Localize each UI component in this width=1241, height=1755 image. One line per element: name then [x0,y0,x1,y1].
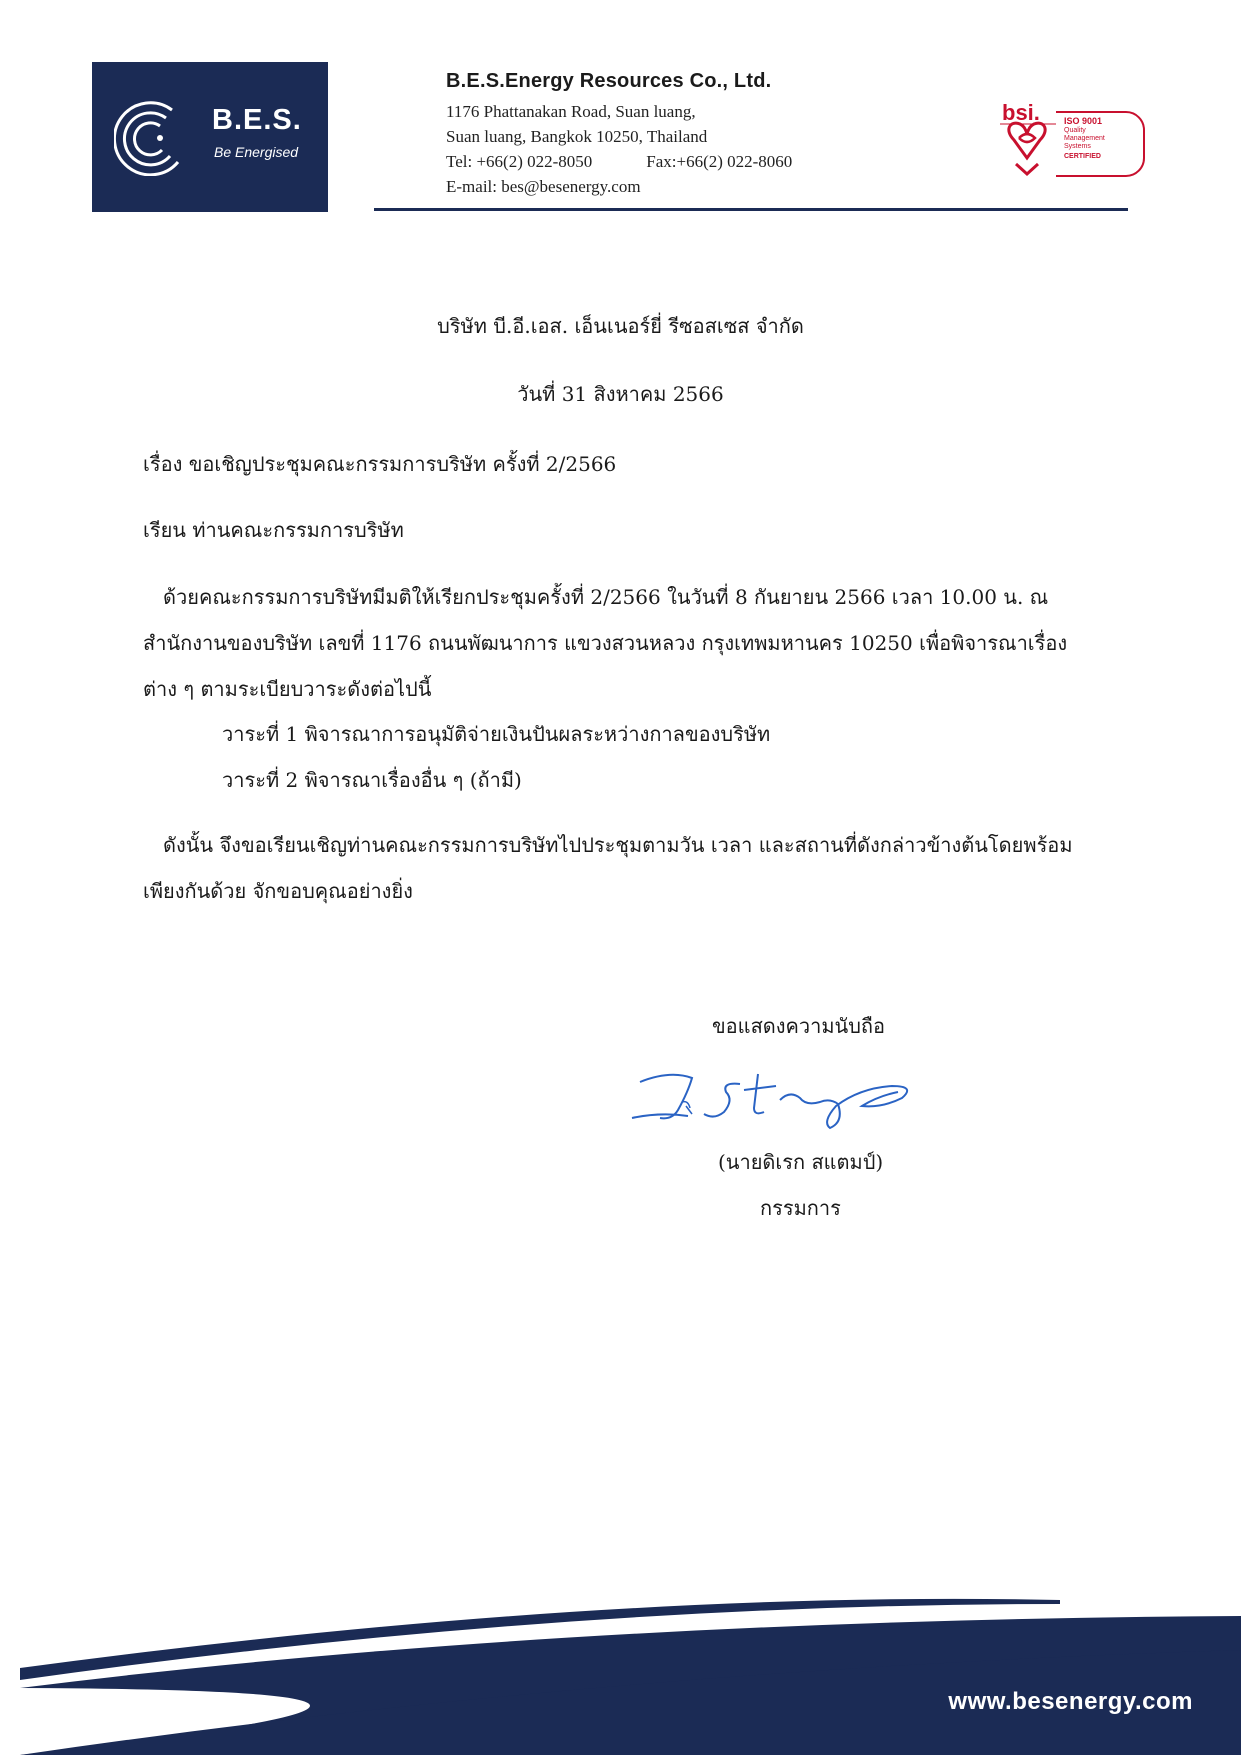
letter-subject: เรื่อง ขอเชิญประชุมคณะกรรมการบริษัท ครั้งที่ 2/2566 [143,452,617,476]
letter-closing: ขอแสดงความนับถือ [712,1014,886,1038]
company-info [446,70,906,199]
header-divider [374,208,1128,211]
iso-line-2: Management [1064,135,1105,142]
company-logo [92,62,328,212]
iso-standard: ISO 9001 [1064,116,1103,126]
handwritten-signature [630,1062,940,1138]
bsi-brand: bsi. [1002,100,1040,125]
letter-salutation: เรียน ท่านคณะกรรมการบริษัท [143,518,404,542]
iso-text [1064,116,1134,161]
fax: Fax:+66(2) 022-8060 [646,152,793,171]
iso-line-1: Quality [1064,127,1086,134]
iso-certification-badge [996,100,1146,188]
address-line-2: Suan luang, Bangkok 10250, Thailand [446,127,708,146]
agenda-item-1: วาระที่ 1 พิจารณาการอนุมัติจ่ายเงินปันผลระหว่างกาลของบริษัท [222,722,771,746]
company-thai-name: บริษัท บี.อี.เอส. เอ็นเนอร์ยี่ รีซอสเซส จำกัด [437,314,804,338]
signer-title: กรรมการ [760,1196,841,1220]
company-name: B.E.S.Energy Resources Co., Ltd. [446,70,772,92]
iso-status: CERTIFIED [1064,153,1101,160]
paragraph-2-text: ดังนั้น จึงขอเรียนเชิญท่านคณะกรรมการบริษัทไปประชุมตามวัน เวลา และสถานที่ดังกล่าวข้างต้นโดยพร้อมเพียงกันด้วย จักขอบคุณอย่างยิ่ง [143,833,1073,903]
signer-name: (นายดิเรก สแตมป์) [718,1150,884,1174]
address-line-1: 1176 Phattanakan Road, Suan luang, [446,102,696,121]
paragraph-meeting-details [143,574,1091,712]
website-link[interactable]: www.besenergy.com [948,1688,1193,1715]
paragraph-1-text: ด้วยคณะกรรมการบริษัทมีมติให้เรียกประชุมครั้งที่ 2/2566 ในวันที่ 8 กันยายน 2566 เวลา 10.00 น. ณ สำนักงานของบริษัท เลขที่ 1176 ถนนพัฒนาการ แขวงสวนหลวง กรุงเทพมหานคร 10250 เพื่อพิจารณาเรื่องต่าง ๆ ตามระเบียบวาระดังต่อไปนี้ [143,585,1068,701]
paragraph-invitation [143,822,1091,914]
footer-wave-banner [0,1580,1241,1755]
telephone: Tel: +66(2) 022-8050 [446,152,593,171]
iso-line-3: Systems [1064,143,1091,150]
energy-rings-icon [114,100,194,176]
logo-name: B.E.S. [212,104,302,136]
logo-tagline: Be Energised [214,144,299,160]
phone-row [446,149,906,174]
email: E-mail: bes@besenergy.com [446,177,641,196]
agenda-item-2: วาระที่ 2 พิจารณาเรื่องอื่น ๆ (ถ้ามี) [222,768,522,792]
letter-date: วันที่ 31 สิงหาคม 2566 [517,382,724,406]
